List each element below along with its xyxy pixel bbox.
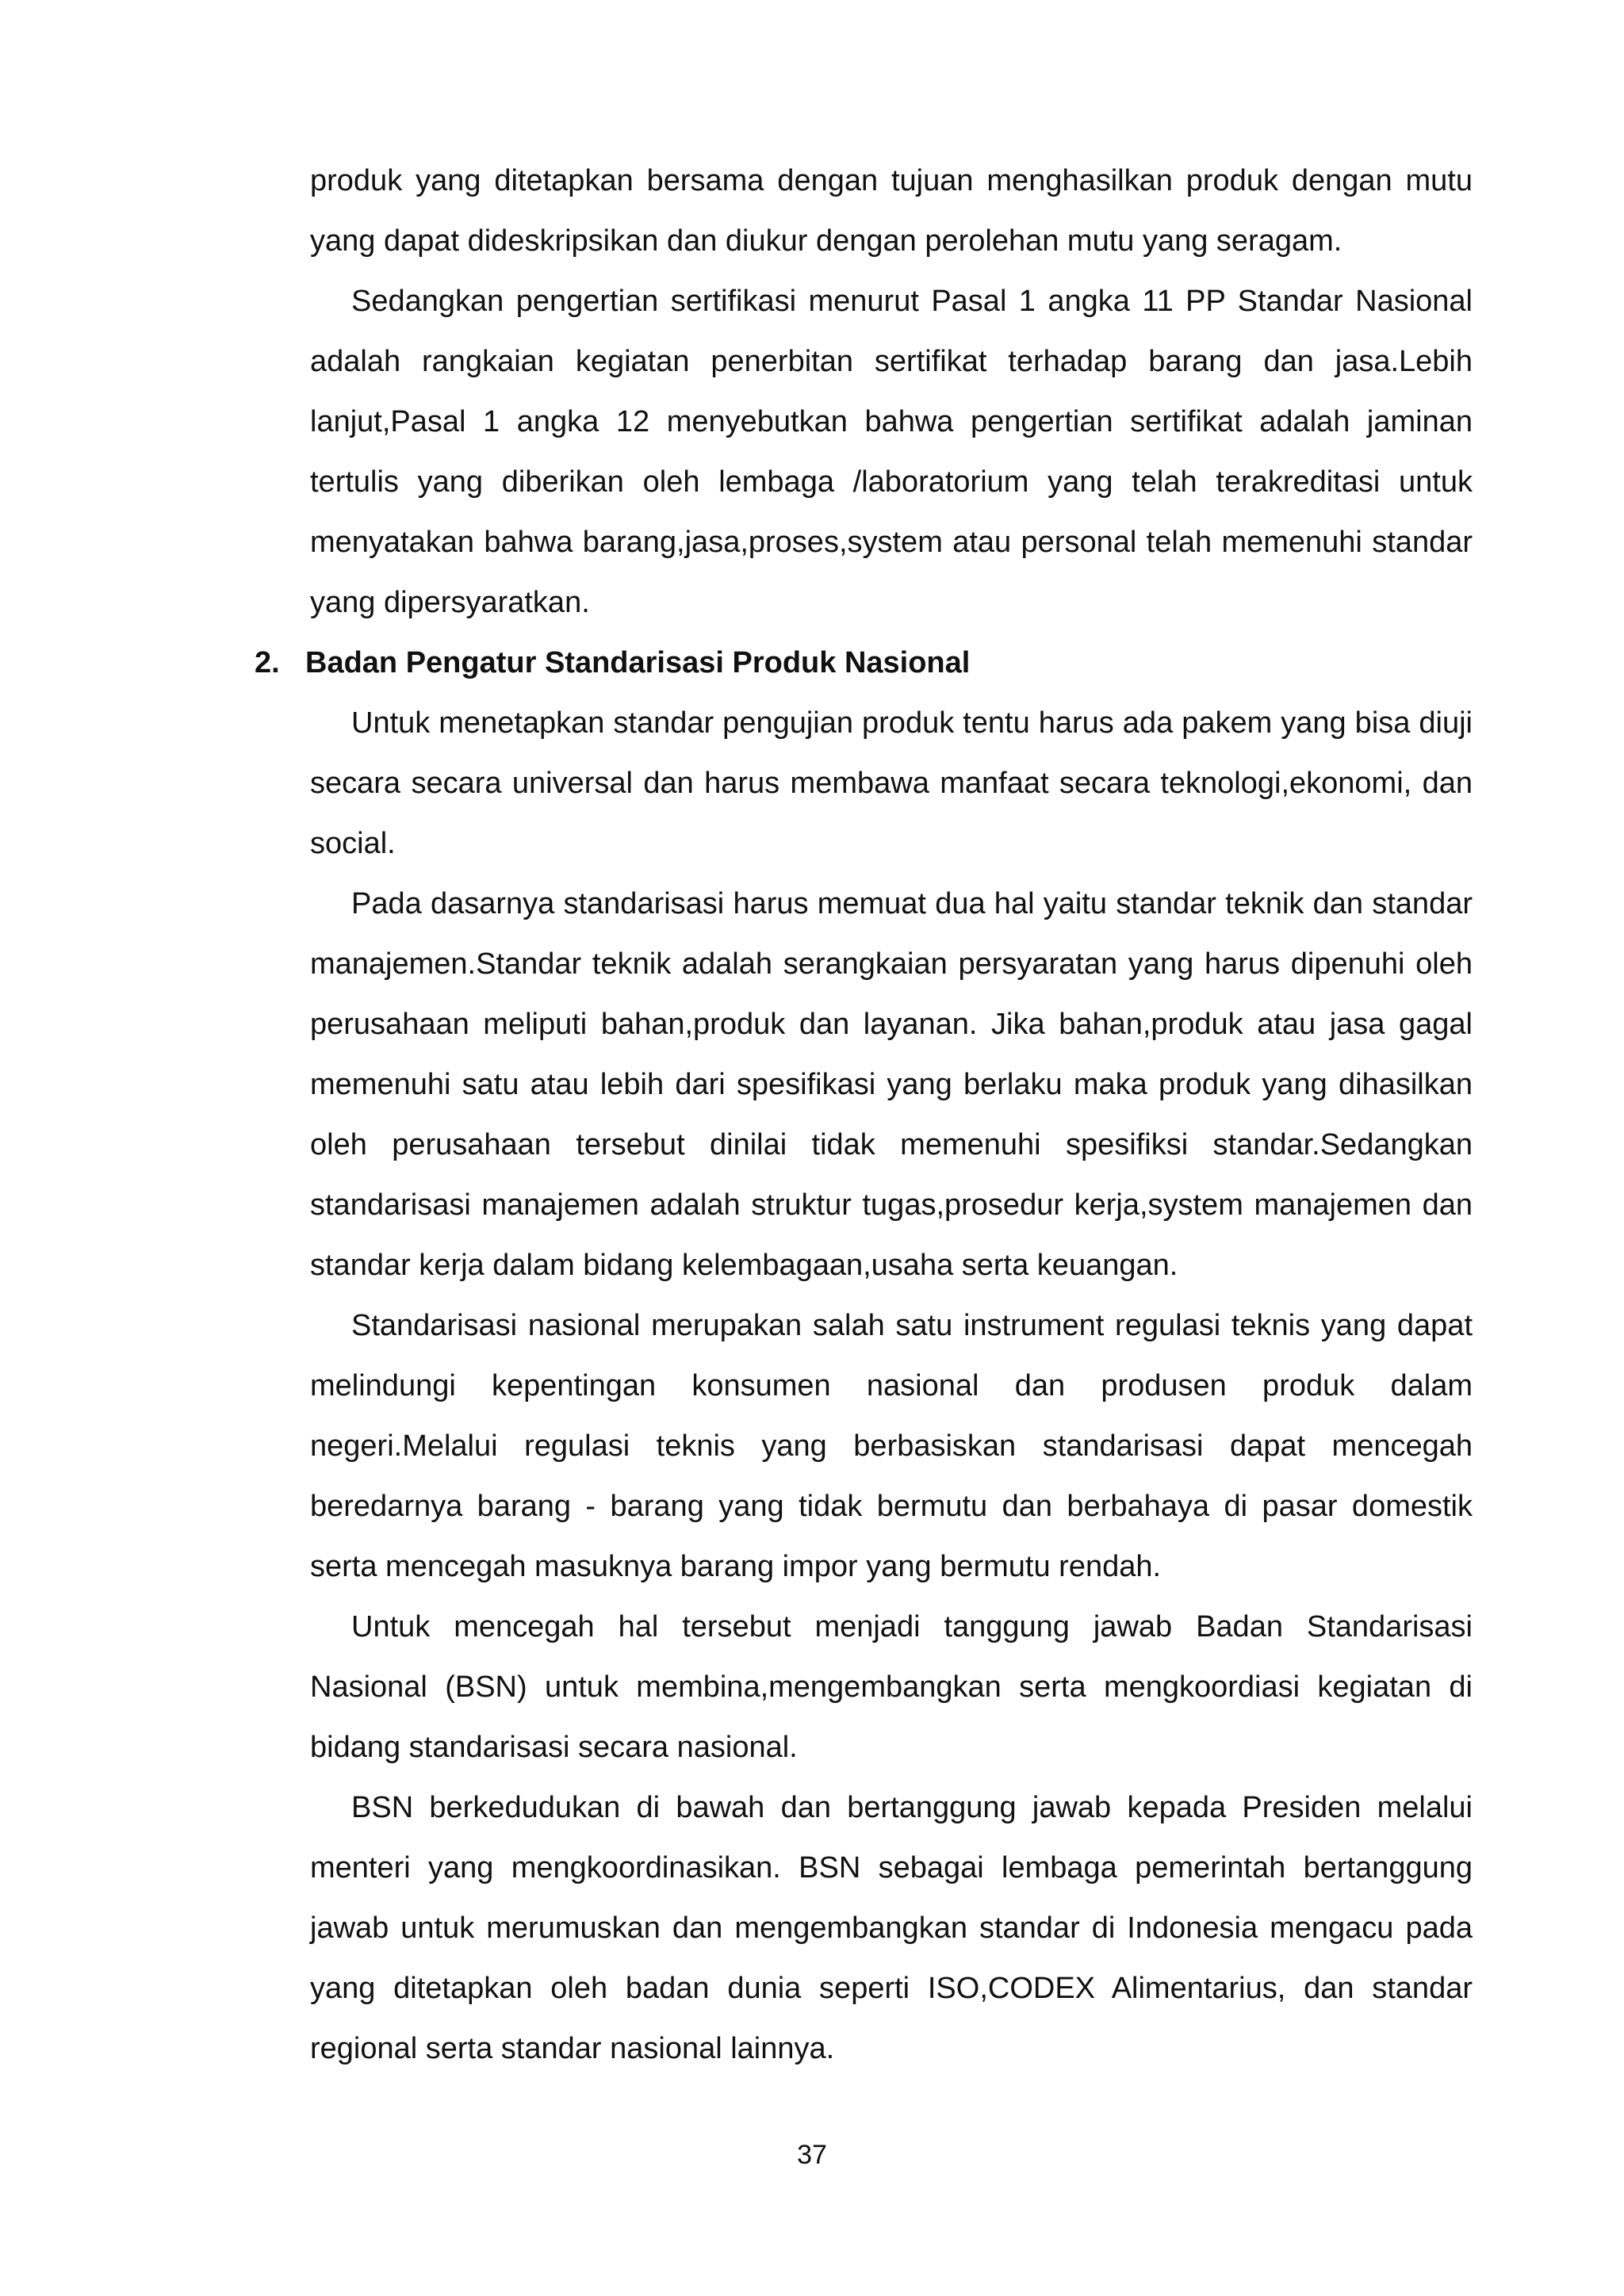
section-number: 2. [255,646,280,679]
paragraph-bsn-kedudukan: BSN berkedudukan di bawah dan bertanggung jawab kepada Presiden melalui menteri yang mengkoordinasikan. BSN sebagai lembaga pemerintah bertanggung jawab untuk merumuskan dan mengembangkan standar di Indonesia mengacu pada yang ditetapkan oleh badan dunia seperti ISO,CODEX Alimentarius, dan standar regional serta standar nasional lainnya. [310,1791,1473,2065]
body-text [255,151,1473,2079]
paragraph-standarisasi-nasional: Standarisasi nasional merupakan salah satu instrument regulasi teknis yang dapat melindungi kepentingan konsumen nasional dan produsen produk dalam negeri.Melalui regulasi teknis yang berbasiskan standarisasi dapat mencegah beredarnya barang - barang yang tidak bermutu dan berbahaya di pasar domestik serta mencegah masuknya barang impor yang bermutu rendah. [310,1309,1473,1583]
paragraph-bsn-tanggung-jawab: Untuk mencegah hal tersebut menjadi tanggung jawab Badan Standarisasi Nasional (BSN) untuk membina,mengembangkan serta mengkoordiasi kegiatan di bidang standarisasi secara nasional. [310,1610,1473,1764]
paragraph-sertifikasi: Sedangkan pengertian sertifikasi menurut Pasal 1 angka 11 PP Standar Nasional adalah rangkaian kegiatan penerbitan sertifikat terhadap barang dan jasa.Lebih lanjut,Pasal 1 angka 12 menyebutkan bahwa pengertian sertifikat adalah jaminan tertulis yang diberikan oleh lembaga /laboratorium yang telah terakreditasi untuk menyatakan bahwa barang,jasa,proses,system atau personal telah memenuhi standar yang dipersyaratkan. [310,285,1473,619]
page-number: 37 [797,2140,827,2170]
paragraph-continuation: produk yang ditetapkan bersama dengan tujuan menghasilkan produk dengan mutu yang dapat dideskripsikan dan diukur dengan perolehan mutu yang seragam. [310,164,1473,258]
section-heading [255,633,1417,693]
section-title: Badan Pengatur Standarisasi Produk Nasional [305,646,971,679]
paragraph-standar-teknik: Pada dasarnya standarisasi harus memuat dua hal yaitu standar teknik dan standar manajemen.Standar teknik adalah serangkaian persyaratan yang harus dipenuhi oleh perusahaan meliputi bahan,produk dan layanan. Jika bahan,produk atau jasa gagal memenuhi satu atau lebih dari spesifikasi yang berlaku maka produk yang dihasilkan oleh perusahaan tersebut dinilai tidak memenuhi spesifiksi standar.Sedangkan standarisasi manajemen adalah struktur tugas,prosedur kerja,system manajemen dan standar kerja dalam bidang kelembagaan,usaha serta keuangan. [310,887,1473,1282]
paragraph-standar-pengujian: Untuk menetapkan standar pengujian produk tentu harus ada pakem yang bisa diuji secara secara universal dan harus membawa manfaat secara teknologi,ekonomi, dan social. [310,706,1473,860]
